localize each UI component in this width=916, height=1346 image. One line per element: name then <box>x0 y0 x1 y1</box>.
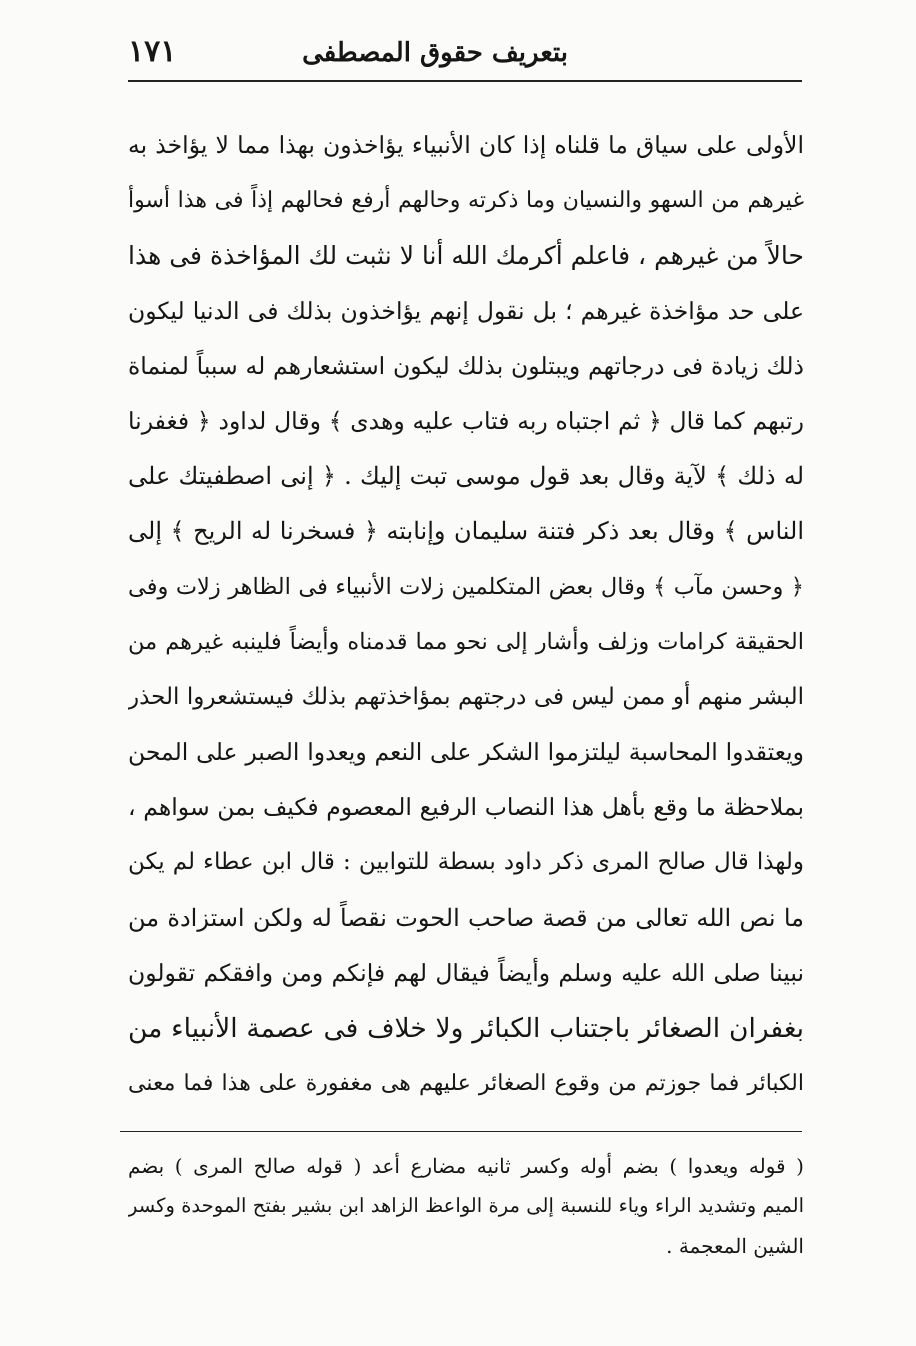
running-title: بتعريف حقوق المصطفى <box>302 38 568 68</box>
header-rule <box>128 80 802 82</box>
footnote-line: الشين المعجمة . <box>666 1234 804 1258</box>
text-line: الناس ﴾ وقال بعد ذكر فتنة سليمان وإنابته ﴿ فسخرنا له الريح ﴾ إلى <box>128 517 804 546</box>
footnote-line: ( قوله ويعدوا ) بضم أوله وكسر ثانيه مضارع أعد ( قوله صالح المرى ) بضم <box>128 1154 804 1178</box>
text-line: له ذلك ﴾ لآية وقال بعد قول موسى تبت إليك . ﴿ إنى اصطفيتك على <box>128 462 804 491</box>
main-text <box>128 118 804 1111</box>
text-line: ويعتقدوا المحاسبة ليلتزموا الشكر على النعم ويعدوا الصبر على المحن <box>128 738 804 767</box>
text-line: ولهذا قال صالح المرى ذكر داود بسطة للتوابين : قال ابن عطاء لم يكن <box>128 849 804 876</box>
text-line: على حد مؤاخذة غيرهم ؛ بل نقول إنهم يؤاخذون بذلك فى الدنيا ليكون <box>128 296 804 325</box>
text-line: الحقيقة كرامات وزلف وأشار إلى نحو مما قدمناه وأيضاً فلينبه غيرهم من <box>128 628 804 655</box>
text-line: ما نص الله تعالى من قصة صاحب الحوت نقصاً له ولكن استزادة من <box>128 903 804 932</box>
text-line: غيرهم من السهو والنسيان وما ذكرته وحالهم أرفع فحالهم إذاً فى هذا أسوأ <box>128 188 804 214</box>
footnote-rule <box>120 1131 802 1132</box>
text-line: ذلك زيادة فى درجاتهم ويبتلون بذلك ليكون استشعارهم له سبباً لمنماة <box>128 351 804 380</box>
page-header <box>128 30 800 78</box>
text-line: بملاحظة ما وقع بأهل هذا النصاب الرفيع المعصوم فكيف بمن سواهم ، <box>128 793 804 822</box>
text-line: حالاً من غيرهم ، فاعلم أكرمك الله أنا لا نثبت لك المؤاخذة فى هذا <box>128 241 804 271</box>
page-number: ١٧١ <box>128 34 177 69</box>
text-line: رتبهم كما قال ﴿ ثم اجتباه ربه فتاب عليه وهدى ﴾ وقال لداود ﴿ فغفرنا <box>128 406 804 435</box>
footnote-line: الميم وتشديد الراء وياء للنسبة إلى مرة الواعظ الزاهد ابن بشير بفتح الموحدة وكسر <box>128 1194 804 1217</box>
text-line: نبينا صلى الله عليه وسلم وأيضاً فيقال لهم فإنكم ومن وافقكم تقولون <box>128 958 804 987</box>
footnotes <box>128 1146 804 1266</box>
text-line: الأولى على سياق ما قلناه إذا كان الأنبياء يؤاخذون بهذا مما لا يؤاخذ به <box>128 131 804 159</box>
text-line: البشر منهم أو ممن ليس فى درجتهم بمؤاخذتهم بذلك فيستشعروا الحذر <box>128 683 804 710</box>
text-line: الكبائر فما جوزتم من وقوع الصغائر عليهم هى مغفورة على هذا فما معنى <box>128 1071 804 1097</box>
text-line: ﴿ وحسن مآب ﴾ وقال بعض المتكلمين زلات الأنبياء فى الظاهر زلات وفى <box>128 573 804 600</box>
text-line: بغفران الصغائر باجتناب الكبائر ولا خلاف فى عصمة الأنبياء من <box>128 1013 804 1044</box>
